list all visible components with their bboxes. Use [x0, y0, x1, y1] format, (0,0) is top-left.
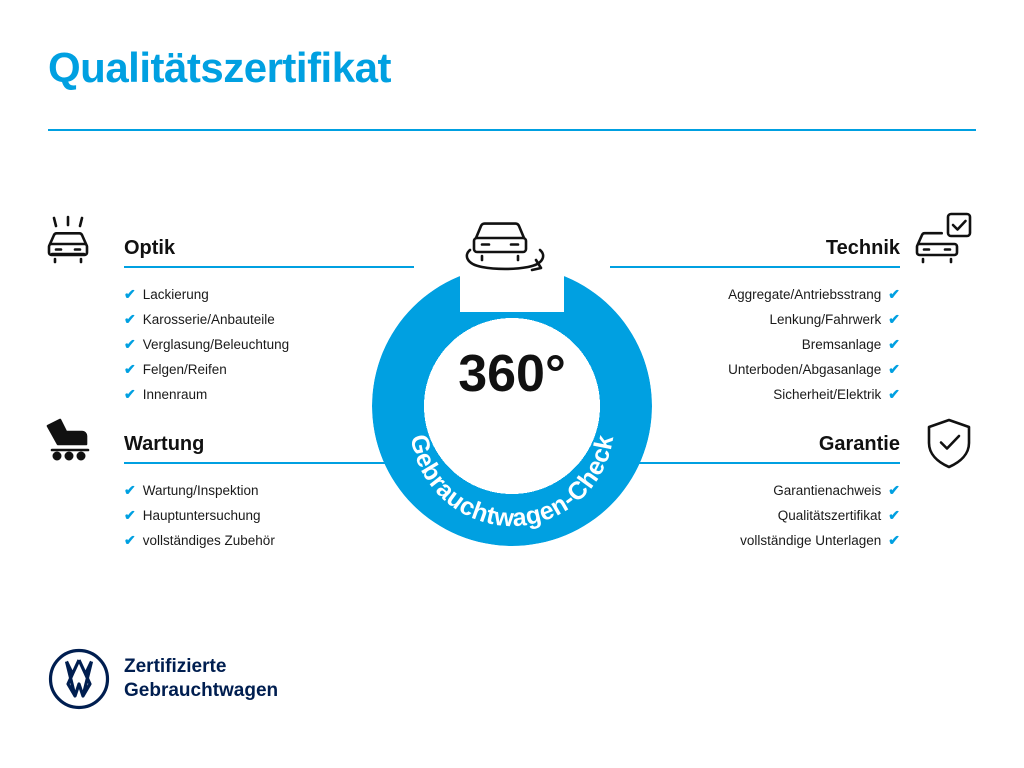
check-icon: ✔	[124, 507, 136, 523]
section-garantie-list	[610, 478, 900, 553]
check-icon: ✔	[888, 386, 900, 402]
check-icon: ✔	[124, 532, 136, 548]
section-garantie-divider	[610, 462, 900, 464]
section-technik	[610, 228, 900, 407]
list-item	[610, 357, 900, 382]
section-wartung-title: Wartung	[124, 433, 205, 455]
footer-brand	[48, 648, 278, 710]
list-item	[610, 528, 900, 553]
check-icon: ✔	[124, 386, 136, 402]
list-item	[610, 332, 900, 357]
list-item-label: Hauptuntersuchung	[142, 508, 261, 523]
section-wartung-divider	[124, 462, 414, 464]
section-wartung	[124, 424, 414, 553]
check-icon: ✔	[124, 361, 136, 377]
list-item	[124, 528, 414, 553]
check-icon: ✔	[124, 311, 136, 327]
check-ring	[372, 266, 652, 546]
list-item-label: Felgen/Reifen	[142, 362, 227, 377]
list-item	[610, 478, 900, 503]
list-item	[124, 382, 414, 407]
section-optik-header	[124, 228, 414, 268]
ring-arc-label: Gebrauchtwagen-Check	[404, 431, 620, 533]
list-item	[610, 503, 900, 528]
page-title: Qualitätszertifikat	[48, 44, 391, 91]
section-wartung-list	[124, 478, 414, 553]
section-optik-list	[124, 282, 414, 407]
car-lift-icon	[44, 412, 112, 475]
list-item-label: Innenraum	[142, 387, 208, 402]
svg-text:Gebrauchtwagen-Check	[404, 432, 619, 533]
list-item	[124, 503, 414, 528]
list-item-label: Garantienachweis	[773, 483, 882, 498]
check-icon: ✔	[888, 286, 900, 302]
check-icon: ✔	[888, 311, 900, 327]
list-item	[124, 357, 414, 382]
shield-check-icon	[922, 416, 976, 479]
list-item-label: Verglasung/Beleuchtung	[142, 337, 290, 352]
title-divider	[48, 129, 976, 131]
list-item-label: vollständige Unterlagen	[740, 533, 882, 548]
list-item-label: Sicherheit/Elektrik	[773, 387, 882, 402]
section-optik-divider	[124, 266, 414, 268]
list-item-label: Unterboden/Abgasanlage	[728, 362, 882, 377]
list-item	[124, 332, 414, 357]
check-icon: ✔	[888, 507, 900, 523]
check-icon: ✔	[888, 482, 900, 498]
section-technik-title: Technik	[825, 237, 900, 259]
check-icon: ✔	[888, 361, 900, 377]
section-wartung-header	[124, 424, 414, 464]
car-rotate-icon	[452, 200, 572, 290]
list-item-label: Bremsanlage	[801, 337, 882, 352]
vw-logo	[48, 648, 110, 710]
list-item-label: Wartung/Inspektion	[142, 483, 259, 498]
section-technik-divider	[610, 266, 900, 268]
list-item	[124, 307, 414, 332]
list-item	[610, 382, 900, 407]
list-item	[124, 478, 414, 503]
ring-center-value: 360°	[458, 345, 566, 403]
list-item-label: vollständiges Zubehör	[142, 533, 275, 548]
list-item-label: Qualitätszertifikat	[777, 508, 882, 523]
list-item-label: Lenkung/Fahrwerk	[769, 312, 882, 327]
check-icon: ✔	[124, 286, 136, 302]
footer-line-2: Gebrauchtwagen	[124, 680, 279, 701]
check-icon: ✔	[888, 336, 900, 352]
check-icon: ✔	[124, 482, 136, 498]
section-technik-list	[610, 282, 900, 407]
section-garantie-header	[610, 424, 900, 464]
list-item-label: Karosserie/Anbauteile	[142, 312, 275, 327]
list-item-label: Lackierung	[142, 287, 209, 302]
ring-arc-text	[372, 266, 652, 546]
section-garantie-title: Garantie	[818, 433, 900, 455]
section-optik-title: Optik	[124, 237, 176, 259]
check-icon: ✔	[888, 532, 900, 548]
car-check-icon	[912, 212, 984, 277]
footer-line-1: Zertifizierte	[124, 656, 227, 677]
section-garantie	[610, 424, 900, 553]
footer-text	[124, 655, 278, 703]
list-item	[610, 282, 900, 307]
car-wash-icon	[44, 214, 112, 277]
check-icon: ✔	[124, 336, 136, 352]
list-item-label: Aggregate/Antriebsstrang	[728, 287, 882, 302]
section-optik	[124, 228, 414, 407]
list-item	[610, 307, 900, 332]
list-item	[124, 282, 414, 307]
section-technik-header	[610, 228, 900, 268]
